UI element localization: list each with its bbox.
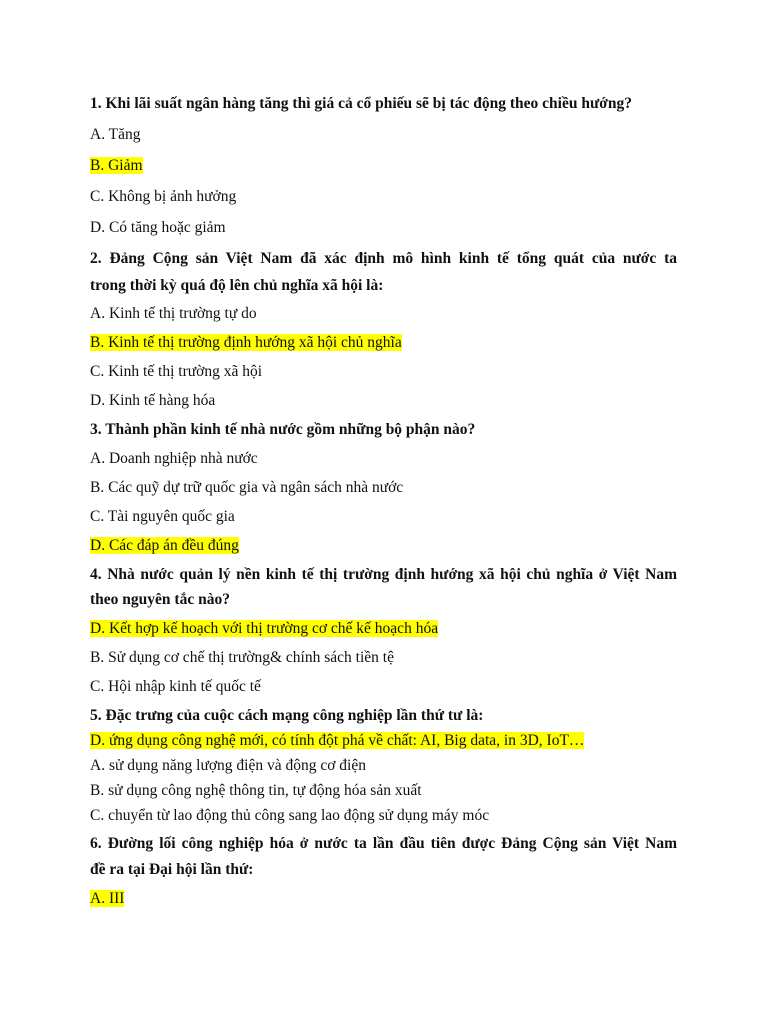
question-5-option-b: B. sử dụng công nghệ thông tin, tự động hóa sản xuất	[90, 782, 422, 799]
question-4-line-2: theo nguyên tắc nào?	[90, 591, 230, 608]
question-2-option-d: D. Kinh tế hàng hóa	[90, 392, 216, 409]
question-2-option-a: A. Kinh tế thị trường tự do	[90, 305, 257, 322]
question-4-option-b: B. Sử dụng cơ chế thị trường& chính sách tiền tệ	[90, 649, 394, 666]
question-2-line-2: trong thời kỳ quá độ lên chủ nghĩa xã hội là:	[90, 277, 384, 294]
question-6-line-1: 6. Đường lối công nghiệp hóa ở nước ta lần đầu tiên được Đảng Cộng sản Việt Nam	[90, 835, 677, 852]
question-1-option-b-answer: B. Giảm	[90, 157, 143, 174]
question-2-option-b-answer: B. Kinh tế thị trường định hướng xã hội chủ nghĩa	[90, 334, 402, 351]
question-5: 5. Đặc trưng của cuộc cách mạng công nghiệp lần thứ tư là:	[90, 707, 484, 724]
question-3-option-b: B. Các quỹ dự trữ quốc gia và ngân sách nhà nước	[90, 479, 404, 496]
question-4-line-1: 4. Nhà nước quản lý nền kinh tế thị trường định hướng xã hội chủ nghĩa ở Việt Nam	[90, 566, 677, 583]
question-3-option-d-answer: D. Các đáp án đều đúng	[90, 537, 239, 554]
question-3: 3. Thành phần kinh tế nhà nước gồm những bộ phận nào?	[90, 421, 476, 438]
question-5-option-d-answer: D. ứng dụng công nghệ mới, có tính đột phá về chất: AI, Big data, in 3D, IoT…	[90, 732, 585, 749]
question-2-line-1: 2. Đảng Cộng sản Việt Nam đã xác định mô hình kinh tế tổng quát của nước ta	[90, 250, 677, 267]
question-1-option-d: D. Có tăng hoặc giảm	[90, 219, 226, 236]
question-1: 1. Khi lãi suất ngân hàng tăng thì giá cả cổ phiếu sẽ bị tác động theo chiều hướng?	[90, 95, 632, 112]
question-2-option-c: C. Kinh tế thị trường xã hội	[90, 363, 263, 380]
question-5-option-a: A. sử dụng năng lượng điện và động cơ điện	[90, 757, 366, 774]
question-1-option-c: C. Không bị ảnh hưởng	[90, 188, 237, 205]
question-3-option-a: A. Doanh nghiệp nhà nước	[90, 450, 258, 467]
question-1-option-a: A. Tăng	[90, 126, 141, 143]
question-6-option-a-answer: A. III	[90, 890, 125, 907]
question-5-option-c: C. chuyển từ lao động thủ công sang lao động sử dụng máy móc	[90, 807, 490, 824]
question-3-option-c: C. Tài nguyên quốc gia	[90, 508, 235, 525]
question-4-option-c: C. Hội nhập kinh tế quốc tế	[90, 678, 261, 695]
question-6-line-2: đề ra tại Đại hội lần thứ:	[90, 861, 254, 878]
question-4-option-d-answer: D. Kết hợp kế hoạch với thị trường cơ chế kế hoạch hóa	[90, 620, 439, 637]
